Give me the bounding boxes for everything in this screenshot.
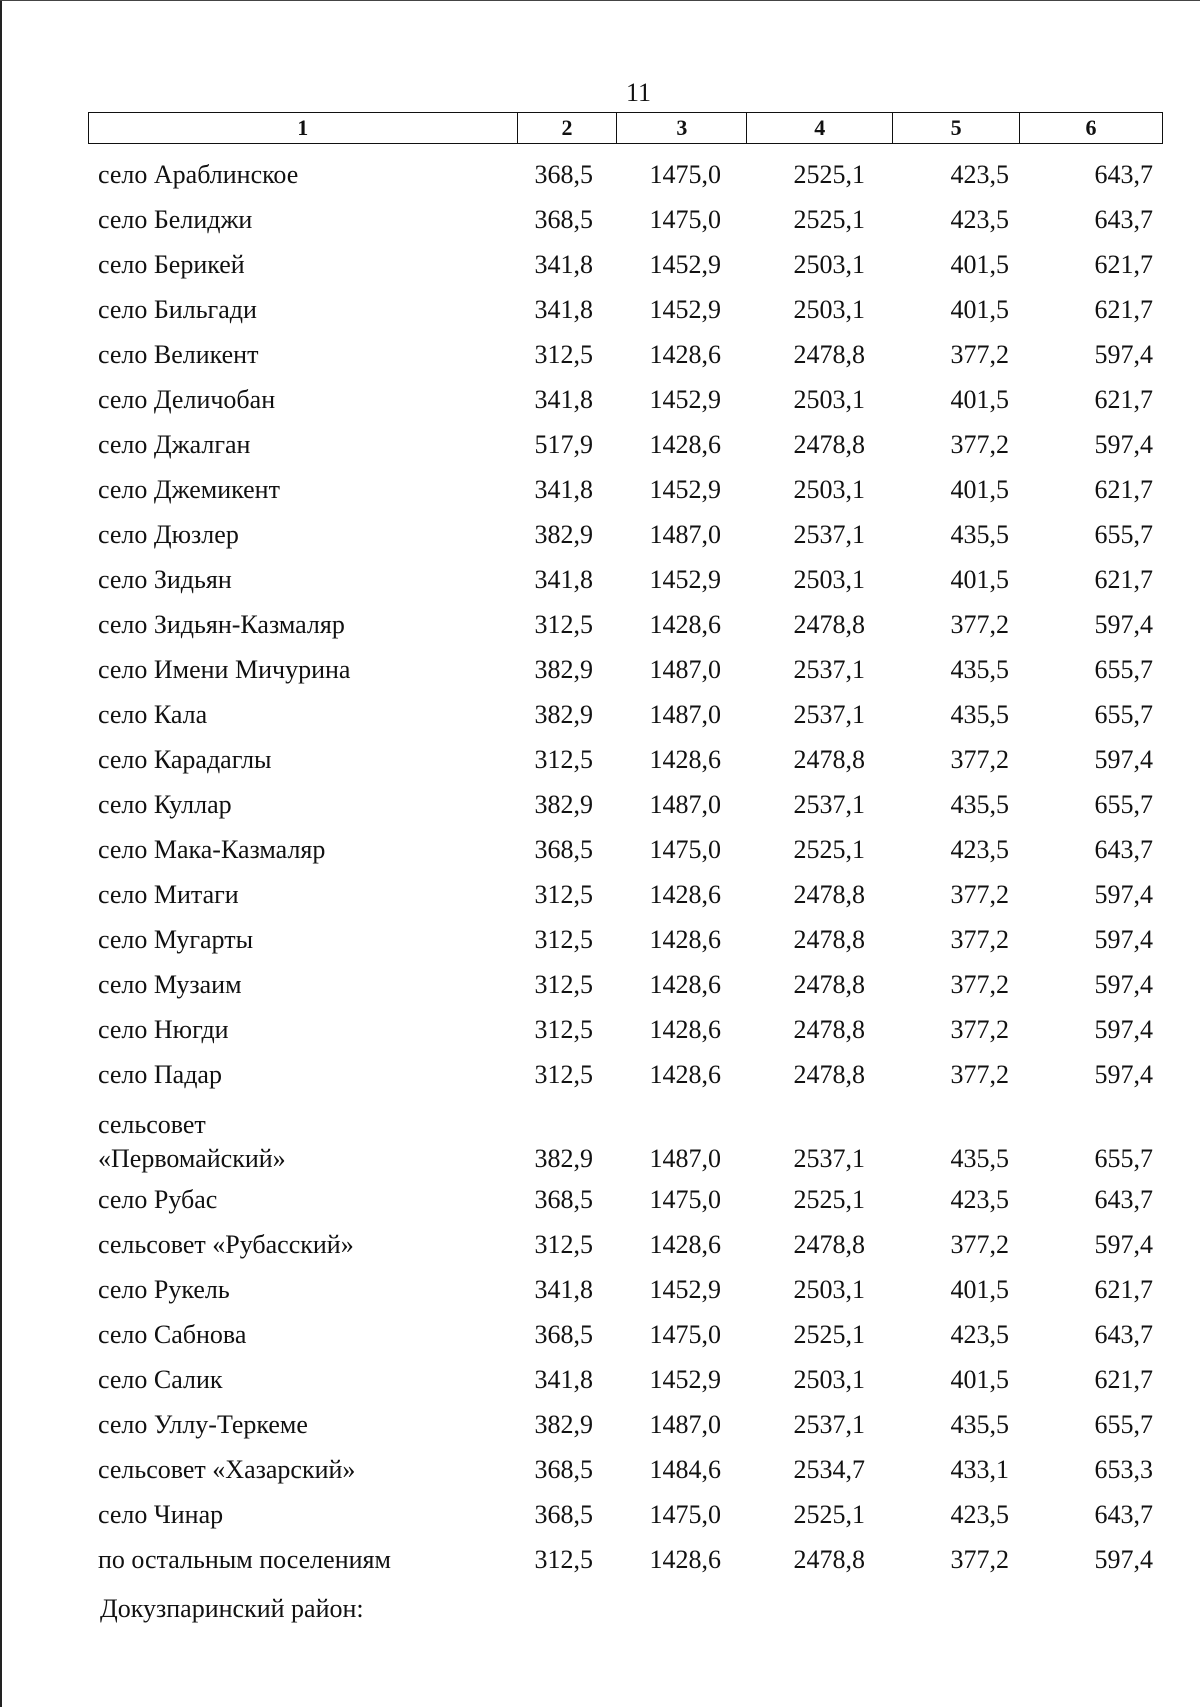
value-c4: 2478,8 xyxy=(793,430,865,459)
value-c3: 1428,6 xyxy=(649,880,721,909)
value-c4: 2478,8 xyxy=(793,1545,865,1574)
value-c3: 1428,6 xyxy=(649,970,721,999)
value-c6: 597,4 xyxy=(1094,880,1153,909)
settlement-name: село Мугарты xyxy=(98,925,254,954)
value-c3: 1475,0 xyxy=(649,1500,721,1529)
table-row xyxy=(0,160,1200,204)
value-c2: 382,9 xyxy=(534,655,593,684)
value-c5: 377,2 xyxy=(950,1015,1009,1044)
table-row xyxy=(0,1365,1200,1409)
value-c6: 597,4 xyxy=(1094,970,1153,999)
value-c5: 401,5 xyxy=(950,565,1009,594)
value-c3: 1475,0 xyxy=(649,835,721,864)
value-c4: 2503,1 xyxy=(793,385,865,414)
value-c5: 377,2 xyxy=(950,745,1009,774)
value-c6: 643,7 xyxy=(1094,1500,1153,1529)
settlement-name: село Уллу-Теркеме xyxy=(98,1410,308,1439)
value-c3: 1428,6 xyxy=(649,340,721,369)
value-c3: 1428,6 xyxy=(649,430,721,459)
value-c5: 423,5 xyxy=(950,835,1009,864)
table-row xyxy=(0,385,1200,429)
settlement-name: село Джалган xyxy=(98,430,251,459)
value-c5: 377,2 xyxy=(950,1230,1009,1259)
value-c2: 368,5 xyxy=(534,205,593,234)
column-header-5: 5 xyxy=(893,113,1020,144)
value-c4: 2478,8 xyxy=(793,610,865,639)
settlement-name: село Музаим xyxy=(98,970,242,999)
value-c3: 1428,6 xyxy=(649,1230,721,1259)
settlement-name: село Куллар xyxy=(98,790,232,819)
settlement-name: село Берикей xyxy=(98,250,245,279)
value-c2: 312,5 xyxy=(534,610,593,639)
value-c5: 435,5 xyxy=(950,1410,1009,1439)
table-row xyxy=(0,1500,1200,1544)
value-c5: 435,5 xyxy=(950,1144,1009,1173)
settlement-name: село Джемикент xyxy=(98,475,280,504)
table-row xyxy=(0,340,1200,384)
value-c5: 377,2 xyxy=(950,610,1009,639)
value-c4: 2478,8 xyxy=(793,1015,865,1044)
settlement-name: село Чинар xyxy=(98,1500,224,1529)
value-c2: 368,5 xyxy=(534,160,593,189)
value-c4: 2537,1 xyxy=(793,655,865,684)
value-c2: 368,5 xyxy=(534,835,593,864)
table-row xyxy=(0,925,1200,969)
value-c4: 2537,1 xyxy=(793,520,865,549)
value-c6: 621,7 xyxy=(1094,475,1153,504)
value-c2: 368,5 xyxy=(534,1185,593,1214)
table-row xyxy=(0,520,1200,564)
value-c4: 2537,1 xyxy=(793,790,865,819)
settlement-name: село Сабнова xyxy=(98,1320,247,1349)
value-c3: 1452,9 xyxy=(649,1365,721,1394)
value-c2: 312,5 xyxy=(534,880,593,909)
value-c6: 597,4 xyxy=(1094,1230,1153,1259)
value-c3: 1487,0 xyxy=(649,700,721,729)
column-header-4: 4 xyxy=(747,113,893,144)
settlement-name: село Карадаглы xyxy=(98,745,272,774)
settlement-name: село Дюзлер xyxy=(98,520,239,549)
value-c6: 597,4 xyxy=(1094,1060,1153,1089)
table-row xyxy=(0,1060,1200,1104)
settlement-name: село Рубас xyxy=(98,1185,218,1214)
value-c2: 341,8 xyxy=(534,1365,593,1394)
value-c6: 621,7 xyxy=(1094,565,1153,594)
value-c2: 341,8 xyxy=(534,385,593,414)
settlement-name: село Араблинское xyxy=(98,160,299,189)
settlement-name: село Деличобан xyxy=(98,385,276,414)
value-c6: 597,4 xyxy=(1094,925,1153,954)
table-row xyxy=(0,1230,1200,1274)
value-c3: 1487,0 xyxy=(649,1144,721,1173)
value-c6: 655,7 xyxy=(1094,790,1153,819)
settlement-name: сельсовет «Хазарский» xyxy=(98,1455,356,1484)
value-c2: 368,5 xyxy=(534,1320,593,1349)
value-c2: 312,5 xyxy=(534,1545,593,1574)
table-row xyxy=(0,1015,1200,1059)
table-row xyxy=(0,790,1200,834)
value-c5: 423,5 xyxy=(950,205,1009,234)
value-c4: 2537,1 xyxy=(793,700,865,729)
value-c3: 1428,6 xyxy=(649,1545,721,1574)
value-c6: 643,7 xyxy=(1094,1320,1153,1349)
value-c5: 377,2 xyxy=(950,430,1009,459)
table-row xyxy=(0,1320,1200,1364)
table-row xyxy=(0,1455,1200,1499)
table-row xyxy=(0,880,1200,924)
value-c6: 655,7 xyxy=(1094,655,1153,684)
settlement-name: село Бильгади xyxy=(98,295,257,324)
value-c4: 2537,1 xyxy=(793,1144,865,1173)
value-c6: 621,7 xyxy=(1094,250,1153,279)
value-c5: 401,5 xyxy=(950,295,1009,324)
value-c5: 423,5 xyxy=(950,160,1009,189)
value-c5: 377,2 xyxy=(950,970,1009,999)
value-c2: 312,5 xyxy=(534,925,593,954)
value-c6: 621,7 xyxy=(1094,295,1153,324)
value-c5: 435,5 xyxy=(950,655,1009,684)
value-c3: 1428,6 xyxy=(649,610,721,639)
value-c2: 368,5 xyxy=(534,1500,593,1529)
value-c5: 435,5 xyxy=(950,700,1009,729)
value-c4: 2478,8 xyxy=(793,970,865,999)
table-row xyxy=(0,970,1200,1014)
table-row xyxy=(0,295,1200,339)
table-row xyxy=(0,1410,1200,1454)
table-row xyxy=(0,700,1200,744)
value-c3: 1452,9 xyxy=(649,295,721,324)
value-c4: 2478,8 xyxy=(793,925,865,954)
settlement-name: село Падар xyxy=(98,1060,222,1089)
value-c2: 341,8 xyxy=(534,565,593,594)
value-c2: 368,5 xyxy=(534,1455,593,1484)
value-c6: 655,7 xyxy=(1094,1144,1153,1173)
table-row xyxy=(0,1110,1200,1185)
value-c4: 2525,1 xyxy=(793,160,865,189)
value-c5: 377,2 xyxy=(950,1545,1009,1574)
value-c4: 2503,1 xyxy=(793,475,865,504)
table-row xyxy=(0,205,1200,249)
value-c4: 2478,8 xyxy=(793,880,865,909)
value-c2: 312,5 xyxy=(534,1060,593,1089)
settlement-name: село Великент xyxy=(98,340,259,369)
value-c5: 423,5 xyxy=(950,1500,1009,1529)
value-c5: 401,5 xyxy=(950,475,1009,504)
settlement-name-line2: «Первомайский» xyxy=(98,1144,286,1173)
settlement-name: по остальным поселениям xyxy=(98,1545,391,1574)
settlement-name: село Митаги xyxy=(98,880,239,909)
settlement-name: сельсовет xyxy=(98,1110,206,1139)
value-c4: 2503,1 xyxy=(793,250,865,279)
value-c4: 2534,7 xyxy=(793,1455,865,1484)
value-c3: 1475,0 xyxy=(649,205,721,234)
value-c3: 1428,6 xyxy=(649,745,721,774)
column-header-3: 3 xyxy=(617,113,747,144)
value-c6: 621,7 xyxy=(1094,1365,1153,1394)
value-c2: 312,5 xyxy=(534,970,593,999)
value-c5: 377,2 xyxy=(950,925,1009,954)
value-c5: 401,5 xyxy=(950,250,1009,279)
value-c4: 2537,1 xyxy=(793,1410,865,1439)
table-row xyxy=(0,655,1200,699)
value-c2: 382,9 xyxy=(534,790,593,819)
value-c2: 341,8 xyxy=(534,295,593,324)
value-c3: 1475,0 xyxy=(649,160,721,189)
value-c4: 2503,1 xyxy=(793,1275,865,1304)
value-c6: 643,7 xyxy=(1094,835,1153,864)
value-c6: 653,3 xyxy=(1094,1455,1153,1484)
table-row xyxy=(0,430,1200,474)
settlement-name: село Мака-Казмаляр xyxy=(98,835,326,864)
value-c2: 312,5 xyxy=(534,745,593,774)
value-c6: 621,7 xyxy=(1094,385,1153,414)
value-c2: 341,8 xyxy=(534,475,593,504)
table-row xyxy=(0,745,1200,789)
value-c3: 1475,0 xyxy=(649,1320,721,1349)
table-row xyxy=(0,1275,1200,1319)
value-c4: 2525,1 xyxy=(793,1185,865,1214)
table-row xyxy=(0,835,1200,879)
value-c5: 435,5 xyxy=(950,520,1009,549)
value-c3: 1452,9 xyxy=(649,475,721,504)
value-c3: 1452,9 xyxy=(649,385,721,414)
value-c6: 643,7 xyxy=(1094,160,1153,189)
value-c3: 1452,9 xyxy=(649,565,721,594)
settlement-name: сельсовет «Рубасский» xyxy=(98,1230,354,1259)
value-c6: 655,7 xyxy=(1094,1410,1153,1439)
value-c6: 597,4 xyxy=(1094,1545,1153,1574)
settlement-name: село Белиджи xyxy=(98,205,253,234)
value-c2: 312,5 xyxy=(534,1230,593,1259)
value-c2: 341,8 xyxy=(534,250,593,279)
table-row xyxy=(0,1185,1200,1229)
page-number: 11 xyxy=(626,78,652,107)
value-c3: 1452,9 xyxy=(649,1275,721,1304)
value-c3: 1487,0 xyxy=(649,655,721,684)
value-c3: 1452,9 xyxy=(649,250,721,279)
value-c3: 1428,6 xyxy=(649,1060,721,1089)
value-c4: 2478,8 xyxy=(793,340,865,369)
value-c5: 423,5 xyxy=(950,1185,1009,1214)
value-c4: 2525,1 xyxy=(793,205,865,234)
settlement-name: село Кала xyxy=(98,700,208,729)
section-heading: Докузпаринский район: xyxy=(100,1594,364,1623)
value-c3: 1475,0 xyxy=(649,1185,721,1214)
value-c5: 433,1 xyxy=(950,1455,1009,1484)
value-c4: 2503,1 xyxy=(793,1365,865,1394)
value-c3: 1484,6 xyxy=(649,1455,721,1484)
value-c6: 597,4 xyxy=(1094,1015,1153,1044)
column-header-1: 1 xyxy=(89,113,518,144)
table-row xyxy=(0,250,1200,294)
value-c2: 312,5 xyxy=(534,340,593,369)
value-c5: 423,5 xyxy=(950,1320,1009,1349)
value-c2: 517,9 xyxy=(534,430,593,459)
value-c4: 2503,1 xyxy=(793,295,865,324)
value-c6: 597,4 xyxy=(1094,430,1153,459)
value-c4: 2478,8 xyxy=(793,1060,865,1089)
value-c2: 382,9 xyxy=(534,1410,593,1439)
column-header-6: 6 xyxy=(1020,113,1163,144)
value-c4: 2503,1 xyxy=(793,565,865,594)
value-c6: 597,4 xyxy=(1094,340,1153,369)
value-c5: 401,5 xyxy=(950,1365,1009,1394)
value-c4: 2478,8 xyxy=(793,745,865,774)
table-row xyxy=(0,475,1200,519)
settlement-name: село Зидьян xyxy=(98,565,232,594)
value-c5: 377,2 xyxy=(950,880,1009,909)
settlement-name: село Рукель xyxy=(98,1275,230,1304)
value-c3: 1487,0 xyxy=(649,790,721,819)
value-c2: 312,5 xyxy=(534,1015,593,1044)
value-c6: 597,4 xyxy=(1094,745,1153,774)
value-c6: 655,7 xyxy=(1094,700,1153,729)
value-c4: 2525,1 xyxy=(793,1500,865,1529)
value-c3: 1487,0 xyxy=(649,520,721,549)
table-row xyxy=(0,565,1200,609)
settlement-name: село Салик xyxy=(98,1365,223,1394)
value-c6: 643,7 xyxy=(1094,1185,1153,1214)
value-c4: 2525,1 xyxy=(793,835,865,864)
table-row xyxy=(0,1545,1200,1589)
value-c6: 655,7 xyxy=(1094,520,1153,549)
value-c3: 1428,6 xyxy=(649,925,721,954)
value-c4: 2478,8 xyxy=(793,1230,865,1259)
settlement-name: село Зидьян-Казмаляр xyxy=(98,610,345,639)
value-c6: 597,4 xyxy=(1094,610,1153,639)
value-c5: 401,5 xyxy=(950,1275,1009,1304)
value-c6: 643,7 xyxy=(1094,205,1153,234)
settlement-name: село Нюгди xyxy=(98,1015,229,1044)
value-c2: 382,9 xyxy=(534,520,593,549)
value-c5: 401,5 xyxy=(950,385,1009,414)
value-c2: 382,9 xyxy=(534,700,593,729)
table-row xyxy=(0,610,1200,654)
value-c4: 2525,1 xyxy=(793,1320,865,1349)
value-c6: 621,7 xyxy=(1094,1275,1153,1304)
value-c5: 435,5 xyxy=(950,790,1009,819)
value-c5: 377,2 xyxy=(950,1060,1009,1089)
value-c2: 341,8 xyxy=(534,1275,593,1304)
value-c2: 382,9 xyxy=(534,1144,593,1173)
value-c5: 377,2 xyxy=(950,340,1009,369)
settlement-name: село Имени Мичурина xyxy=(98,655,351,684)
value-c3: 1428,6 xyxy=(649,1015,721,1044)
value-c3: 1487,0 xyxy=(649,1410,721,1439)
column-header-2: 2 xyxy=(517,113,617,144)
